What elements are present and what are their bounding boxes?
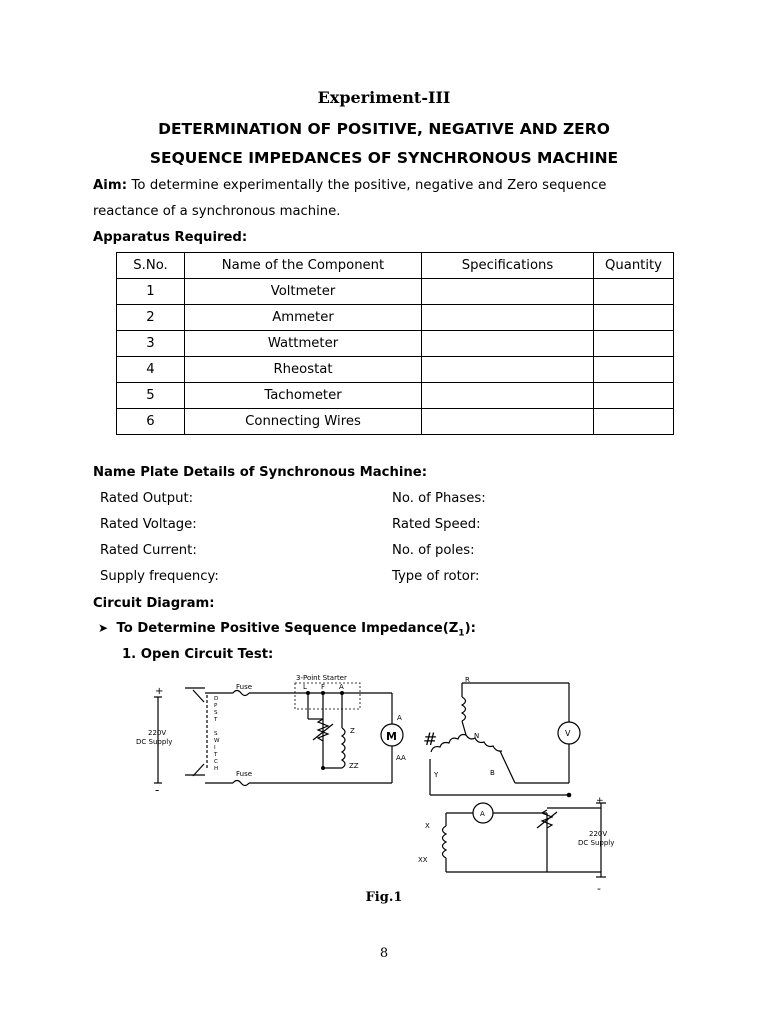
nameplate-rotor-type: Type of rotor: xyxy=(392,569,480,584)
nameplate-rated-voltage: Rated Voltage: xyxy=(100,517,197,532)
col-header: Name of the Component xyxy=(185,253,422,279)
col-header: Quantity xyxy=(594,253,674,279)
left-supply-voltage: 220V xyxy=(148,729,167,737)
nameplate-heading: Name Plate Details of Synchronous Machine: xyxy=(93,465,427,480)
nameplate-supply-frequency: Supply frequency: xyxy=(100,569,219,584)
field-xx-label: XX xyxy=(418,856,428,864)
cell-sno: 1 xyxy=(117,279,185,305)
experiment-number: Experiment-III xyxy=(317,88,451,107)
cell-sno: 2 xyxy=(117,305,185,331)
nameplate-poles: No. of poles: xyxy=(392,543,475,558)
switch-letter: S xyxy=(214,710,218,716)
subheading-sub: 1 xyxy=(458,628,465,639)
cell-component: Rheostat xyxy=(185,357,422,383)
switch-letter: T xyxy=(214,752,218,758)
right-plus: + xyxy=(596,796,604,806)
cell-component: Wattmeter xyxy=(185,331,422,357)
field-zz: ZZ xyxy=(349,762,359,770)
armature-aa: AA xyxy=(396,754,406,762)
title-line-2: SEQUENCE IMPEDANCES OF SYNCHRONOUS MACHINE xyxy=(149,149,619,167)
switch-letter: T xyxy=(214,717,218,723)
switch-letter: H xyxy=(214,766,219,772)
figure-caption: Fig.1 xyxy=(365,890,403,905)
phase-r-label: R xyxy=(465,676,470,684)
fuse-bottom-label: Fuse xyxy=(236,770,253,778)
cell-sno: 5 xyxy=(117,383,185,409)
switch-letter: C xyxy=(214,759,218,765)
armature-a: A xyxy=(397,714,402,722)
left-supply-label: DC Supply xyxy=(136,738,173,746)
motor-label: M xyxy=(386,730,397,743)
nameplate-rated-output: Rated Output: xyxy=(100,491,194,506)
nameplate-rated-current: Rated Current: xyxy=(100,543,197,558)
left-plus: + xyxy=(155,686,164,697)
right-supply-label: DC Supply xyxy=(578,839,615,847)
fuse-top-label: Fuse xyxy=(236,683,253,691)
col-header: Specifications xyxy=(422,253,594,279)
cell-sno: 3 xyxy=(117,331,185,357)
switch-letter: D xyxy=(214,696,219,702)
voltmeter-label: V xyxy=(565,729,571,738)
field-x-label: X xyxy=(425,822,430,830)
coupling-symbol: # xyxy=(423,730,438,750)
page-number: 8 xyxy=(379,946,389,961)
aim-label: Aim: xyxy=(93,178,128,193)
phase-y-label: Y xyxy=(434,771,439,779)
switch-letter: I xyxy=(214,745,216,751)
cell-component: Ammeter xyxy=(185,305,422,331)
field-z: Z xyxy=(350,727,355,735)
switch-letter: P xyxy=(214,703,218,709)
left-minus: - xyxy=(155,783,160,797)
nameplate-phases: No. of Phases: xyxy=(392,491,486,506)
cell-sno: 6 xyxy=(117,409,185,435)
aim-text-1: To determine experimentally the positive, negative and Zero sequence xyxy=(127,178,607,193)
bullet-arrow: ➤ xyxy=(98,621,109,635)
nameplate-rated-speed: Rated Speed: xyxy=(392,517,481,532)
cell-component: Tachometer xyxy=(185,383,422,409)
subheading-suffix: ): xyxy=(464,621,476,636)
neutral-n-label: N xyxy=(474,732,480,740)
subheading-prefix: To Determine Positive Sequence Impedance(Z xyxy=(116,621,459,636)
circuit-heading: Circuit Diagram: xyxy=(93,596,215,611)
phase-b-label: B xyxy=(490,769,495,777)
cell-component: Connecting Wires xyxy=(185,409,422,435)
starter-label: 3-Point Starter xyxy=(296,674,347,682)
title-line-1: DETERMINATION OF POSITIVE, NEGATIVE AND ZERO xyxy=(158,120,610,138)
ammeter-label: A xyxy=(480,810,485,818)
apparatus-heading: Apparatus Required: xyxy=(93,230,248,245)
right-supply-voltage: 220V xyxy=(589,830,608,838)
starter-f: F xyxy=(321,683,326,691)
starter-a: A xyxy=(339,683,344,691)
aim-text-2: reactance of a synchronous machine. xyxy=(93,204,341,219)
right-minus: - xyxy=(597,882,601,895)
open-circuit-test-heading: 1. Open Circuit Test: xyxy=(122,647,274,662)
col-header: S.No. xyxy=(117,253,185,279)
cell-component: Voltmeter xyxy=(185,279,422,305)
cell-sno: 4 xyxy=(117,357,185,383)
switch-letter: S xyxy=(214,731,218,737)
starter-l: L xyxy=(303,683,307,691)
switch-letter: W xyxy=(214,738,220,744)
